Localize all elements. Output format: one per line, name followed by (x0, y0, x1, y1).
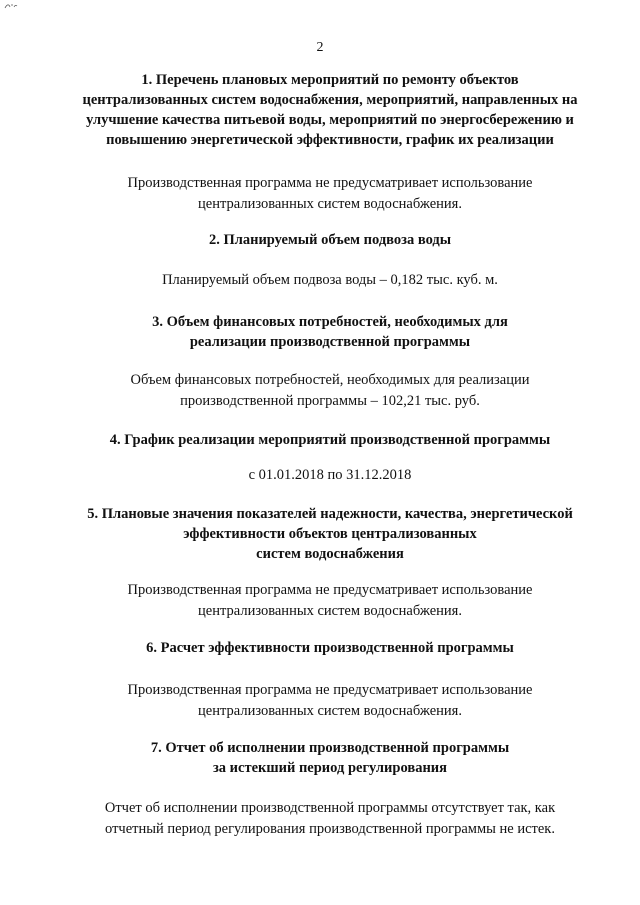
heading-line: реализации производственной программы (189, 334, 471, 350)
body-line: централизованных систем водоснабжения. (198, 603, 462, 619)
body-line: Объем финансовых потребностей, необходимых для реализации (130, 372, 530, 388)
body-line: с 01.01.2018 по 31.12.2018 (248, 467, 412, 483)
heading-line: систем водоснабжения (256, 546, 404, 562)
body-line: централизованных систем водоснабжения. (198, 196, 462, 212)
section-2-body (60, 270, 600, 291)
body-line: Производственная программа не предусматривает использование (127, 582, 533, 598)
body-line: отчетный период регулирования производственной программы не истек. (105, 821, 555, 837)
heading-line: 7. Отчет об исполнении производственной программы (150, 740, 510, 756)
body-line: Производственная программа не предусматривает использование (127, 175, 533, 191)
heading-line: централизованных систем водоснабжения, мероприятий, направленных на (82, 92, 578, 108)
heading-line: эффективности объектов централизованных (183, 526, 477, 542)
section-6-body (60, 680, 600, 722)
section-7-body (60, 798, 600, 840)
scan-corner-mark (4, 2, 18, 10)
section-1-body (60, 173, 600, 215)
heading-line: улучшение качества питьевой воды, мероприятий по энергосбережению и (86, 112, 574, 128)
section-1-heading (60, 70, 600, 150)
page-number: 2 (316, 40, 324, 55)
section-2-heading (60, 230, 600, 250)
heading-line: 3. Объем финансовых потребностей, необходимых для (152, 314, 508, 330)
section-4-body (60, 465, 600, 486)
section-4-heading (60, 430, 600, 450)
section-5-heading (60, 504, 600, 564)
section-6-heading (60, 638, 600, 658)
heading-line: за истекший период регулирования (212, 760, 448, 776)
heading-line: 6. Расчет эффективности производственной программы (146, 640, 514, 656)
body-line: Планируемый объем подвоза воды – 0,182 тыс. куб. м. (162, 272, 498, 288)
section-5-body (60, 580, 600, 622)
body-line: Отчет об исполнении производственной программы отсутствует так, как (104, 800, 556, 816)
heading-line: 4. График реализации мероприятий производственной программы (109, 432, 551, 448)
section-3-body (60, 370, 600, 412)
section-7-heading (60, 738, 600, 778)
body-line: Производственная программа не предусматривает использование (127, 682, 533, 698)
section-3-heading (60, 312, 600, 352)
heading-line: 5. Плановые значения показателей надежности, качества, энергетической (87, 506, 573, 522)
body-line: централизованных систем водоснабжения. (198, 703, 462, 719)
heading-line: 2. Планируемый объем подвоза воды (208, 232, 452, 248)
body-line: производственной программы – 102,21 тыс. руб. (180, 393, 480, 409)
heading-line: 1. Перечень плановых мероприятий по ремонту объектов (141, 72, 519, 88)
heading-line: повышению энергетической эффективности, график их реализации (106, 132, 554, 148)
